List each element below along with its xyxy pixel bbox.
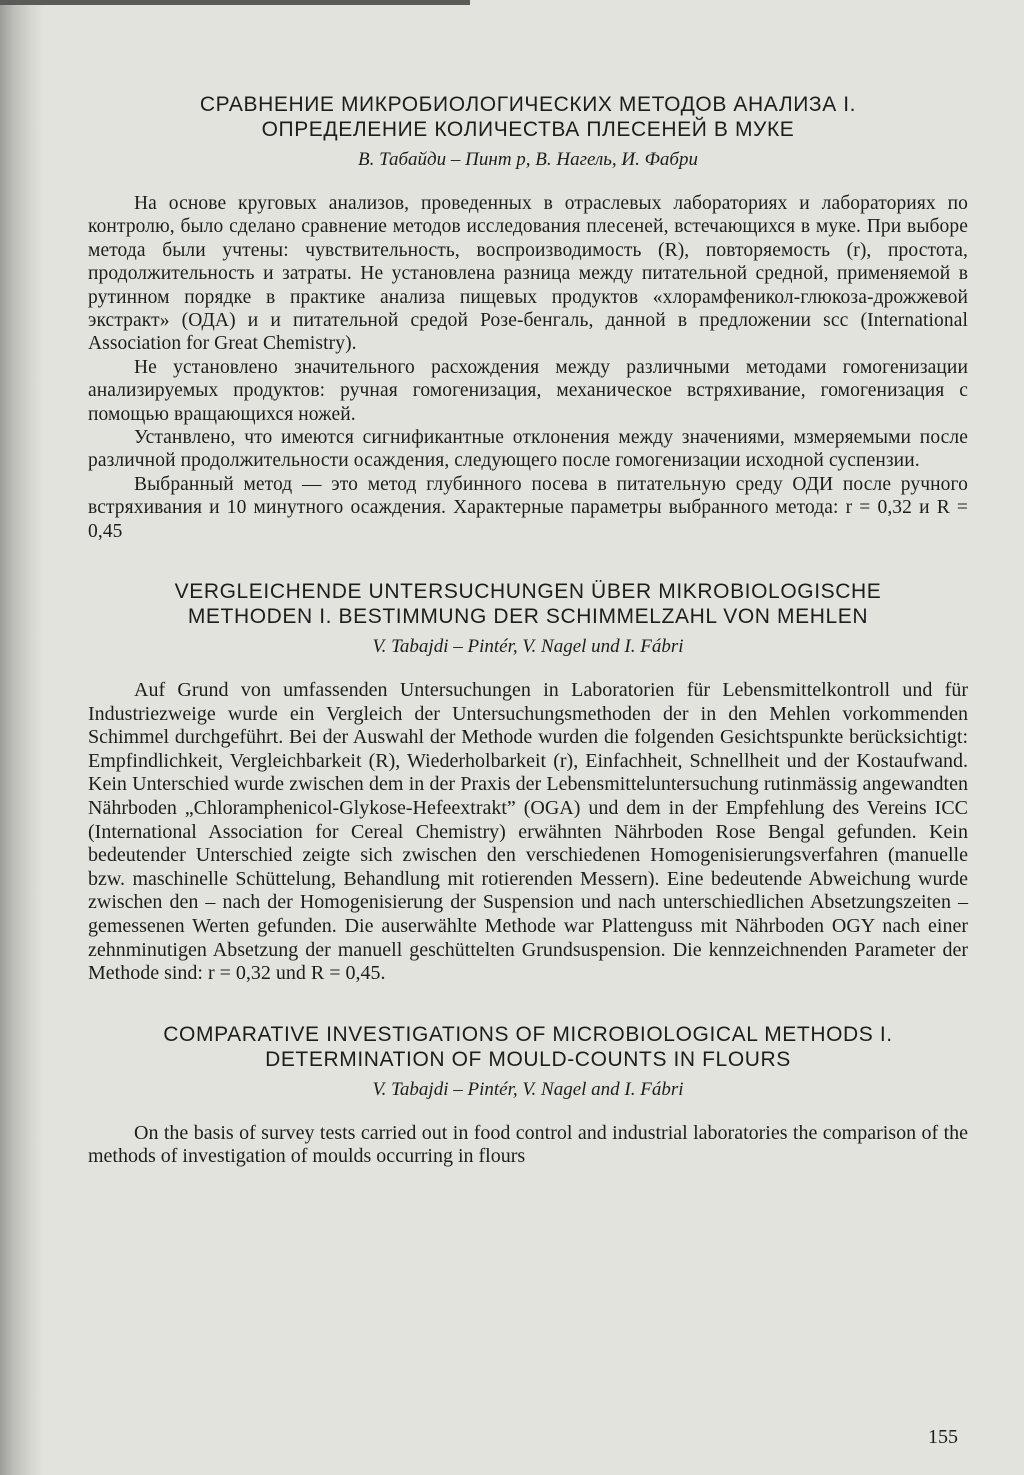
russian-paragraph-1: На основе круговых анализов, проведенных в отраслевых лабораториях и лабораториях по контролю, было сделано сравнение методов исследования плесеней, встечающихся в муке. При выборе метода были учтены: чувствительность, воспроизводимость (R), повторяемость (r), простота, продолжительность и затраты. Не установлена разница между питательной средной, применяемой в рутинном порядке в практике анализа пищевых продуктов «хлорамфеникол-глюкоза-дрожжевой экстракт» (ОДА) и и питательной средой Розе-бенгаль, данной в предложении scc (International Association for Great Chemistry).	[88, 193, 968, 355]
russian-title-line-1: СРАВНЕНИЕ МИКРОБИОЛОГИЧЕСКИХ МЕТОДОВ АНАЛИЗА I.	[199, 93, 857, 116]
russian-authors: В. Табайди – Пинт р, В. Нагель, И. Фабри	[358, 149, 698, 170]
english-title-line-2: DETERMINATION OF MOULD-COUNTS IN FLOURS	[265, 1047, 791, 1071]
english-authors: V. Tabajdi – Pintér, V. Nagel and I. Fábri	[372, 1078, 684, 1100]
german-title	[88, 579, 968, 629]
english-paragraph-1: On the basis of survey tests carried out in food control and industrial laboratories the comparison of the methods of investigation of moulds occurring in flours	[88, 1121, 968, 1168]
binding-shadow	[0, 0, 44, 1475]
page-number: 155	[928, 1426, 958, 1448]
russian-title-line-2: ОПРЕДЕЛЕНИЕ КОЛИЧЕСТВА ПЛЕСЕНЕЙ В МУКЕ	[261, 118, 795, 141]
russian-paragraph-3: Устанвлено, что имеются сигнификантные отклонения между значениями, мзмеряемыми после различной продолжительности осаждения, следующего после гомогенизации исходной суспензии.	[88, 427, 968, 472]
german-title-line-1: VERGLEICHENDE UNTERSUCHUNGEN ÜBER MIKROBIOLOGISCHE	[174, 580, 882, 604]
page-content	[88, 92, 968, 1169]
german-authors: V. Tabajdi – Pintér, V. Nagel und I. Fábri	[372, 636, 684, 658]
russian-title	[88, 92, 968, 142]
english-title-line-1: COMPARATIVE INVESTIGATIONS OF MICROBIOLOGICAL METHODS I.	[163, 1022, 893, 1046]
german-title-line-2: METHODEN I. BESTIMMUNG DER SCHIMMELZAHL VON MEHLEN	[187, 605, 869, 629]
russian-paragraph-4: Выбранный метод — это метод глубинного посева в питательную среду ОДИ после ручного встряхивания и 10 минутного осаждения. Характерные параметры выбранного метода: r = 0,32 и R = 0,45	[88, 473, 968, 542]
top-rule	[0, 0, 470, 5]
german-paragraph-1: Auf Grund von umfassenden Untersuchungen in Laboratorien für Lebensmittelkontroll und für Industriezweige wurde ein Vergleich der Untersuchungsmethoden der in den Mehlen vorkommenden Schimmel durchgeführt. Bei der Auswahl der Methode wurden die folgenden Gesichtspunkte berücksichtigt: Empfindlichkeit, Vergleichbarkeit (R), Wiederholbarkeit (r), Einfachheit, Schnellheit und der Kostaufwand. Kein Unterschied wurde zwischen dem in der Praxis der Lebensmitteluntersuchung rutinmässig angewandten Nährboden „Chloramphenicol-Glykose-Hefeextrakt” (OGA) und dem in der Empfehlung des Vereins ICC (International Association for Cereal Chemistry) erwähnten Nährboden Rose Bengal gefunden. Kein bedeutender Unterschied zeigte sich zwischen den verschiedenen Homogenisierungsverfahren (manuelle bzw. maschinelle Schüttelung, Behandlung mit rotierenden Messern). Eine bedeutende Abweichung wurde zwischen den – nach der Homogenisierung der Suspension und nach unterschiedlichen Absetzungszeiten – gemessenen Werten gefunden. Die auserwählte Methode war Plattenguss mit Nährboden OGY nach einer zehnminutigen Absetzung der manuell geschüttelten Grundsuspension. Die kennzeichnenden Parameter der Methode sind: r = 0,32 und R = 0,45.	[88, 679, 968, 985]
english-title	[88, 1022, 968, 1072]
german-abstract	[88, 579, 968, 986]
section-gap	[88, 543, 968, 579]
russian-paragraph-2: Не установлено значительного расхождения между различными методами гомогенизации анализируемых продуктов: ручная гомогенизация, механическое встряхивание, гомогенизация с помощью вращающихся ножей.	[88, 356, 968, 425]
english-abstract	[88, 1022, 968, 1169]
section-gap	[88, 986, 968, 1022]
russian-abstract	[88, 92, 968, 543]
